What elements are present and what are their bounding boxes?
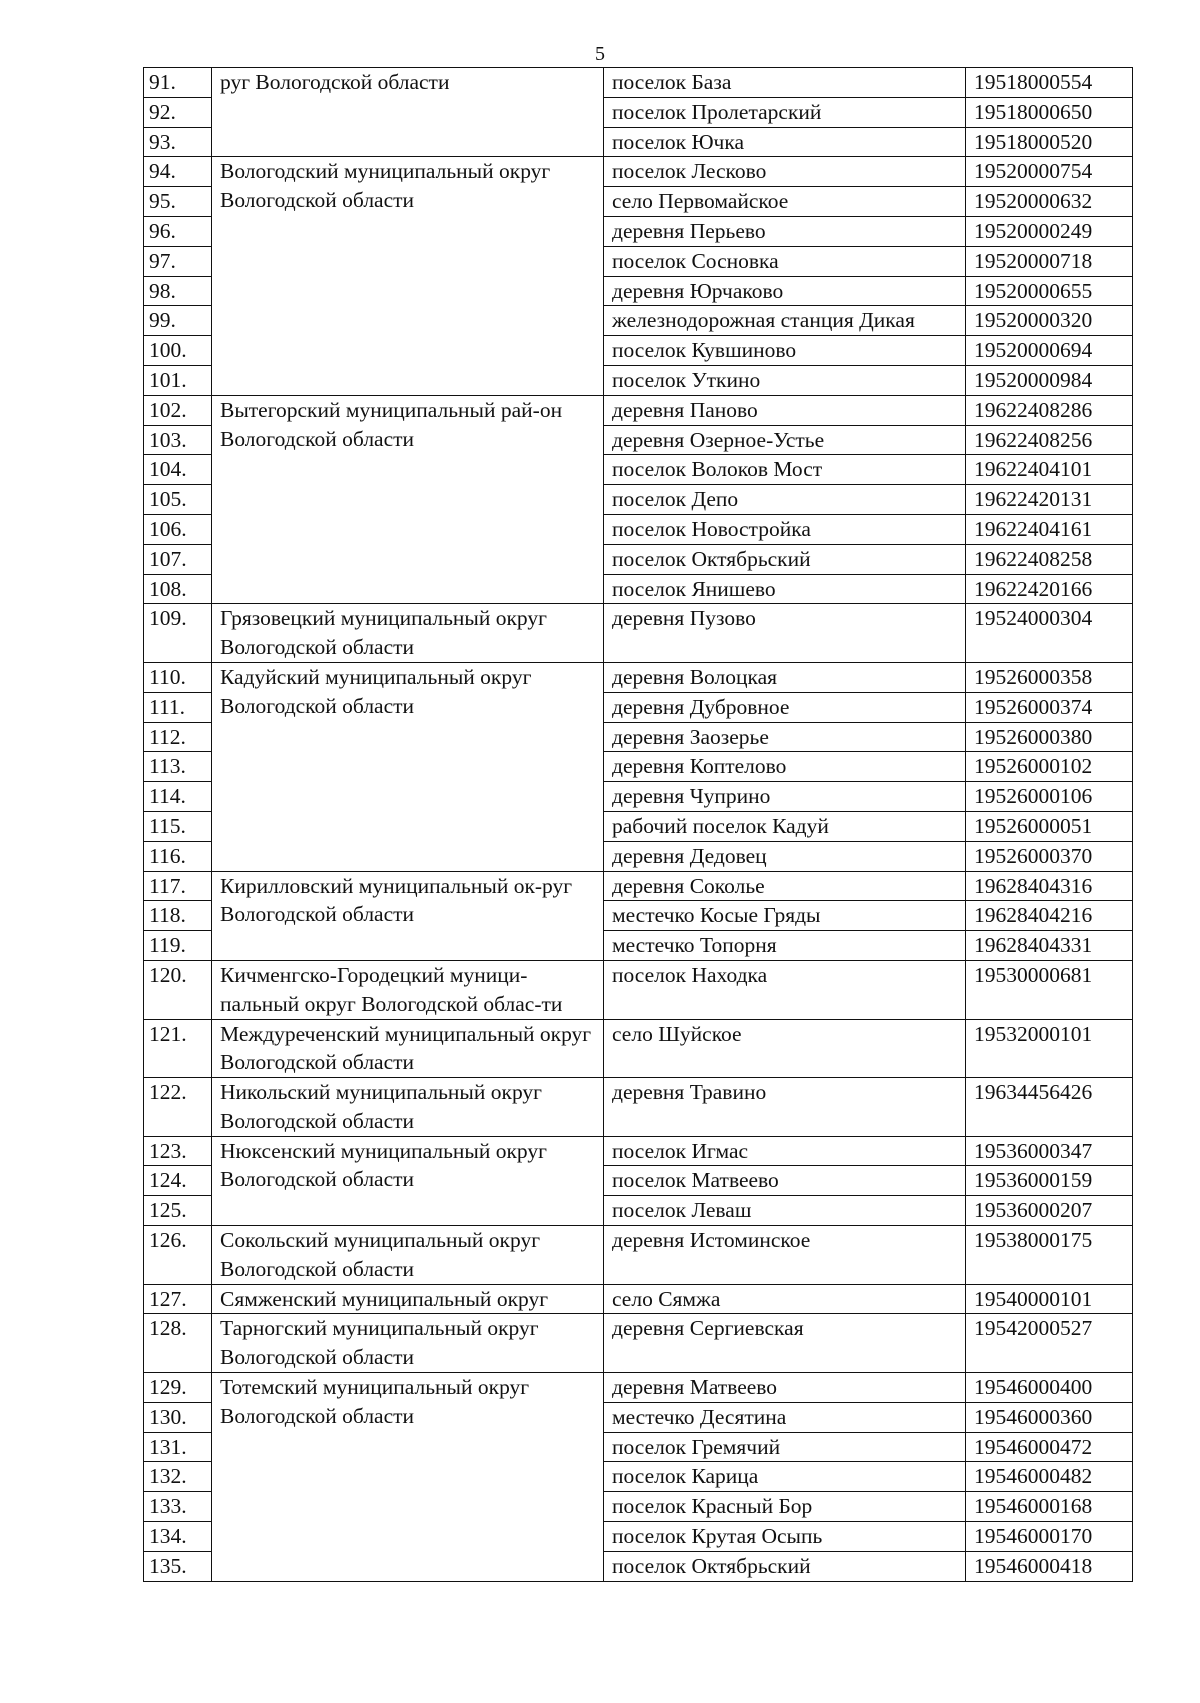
locality-name: деревня Заозерье: [604, 722, 966, 752]
page-number: 5: [595, 43, 605, 65]
district-name: Тарногский муниципальный округ Вологодской области: [212, 1314, 604, 1373]
locality-name: деревня Дубровное: [604, 692, 966, 722]
row-number: 108.: [144, 574, 212, 604]
district-name: Кирилловский муниципальный ок-руг Вологодской области: [212, 871, 604, 960]
oktmo-code: 19520000718: [966, 246, 1133, 276]
district-name: Вологодский муниципальный округ Вологодской области: [212, 157, 604, 395]
oktmo-code: 19518000520: [966, 127, 1133, 157]
district-name: Сокольский муниципальный округ Вологодской области: [212, 1226, 604, 1285]
oktmo-code: 19546000418: [966, 1551, 1133, 1581]
row-number: 131.: [144, 1432, 212, 1462]
locality-name: поселок Красный Бор: [604, 1492, 966, 1522]
locality-name: деревня Дедовец: [604, 841, 966, 871]
oktmo-code: 19546000482: [966, 1462, 1133, 1492]
locality-name: местечко Топорня: [604, 931, 966, 961]
table-row: [144, 662, 1133, 692]
locality-name: поселок Игмас: [604, 1136, 966, 1166]
row-number: 96.: [144, 216, 212, 246]
locality-name: рабочий поселок Кадуй: [604, 811, 966, 841]
oktmo-code: 19536000347: [966, 1136, 1133, 1166]
oktmo-code: 19530000681: [966, 960, 1133, 1019]
oktmo-code: 19546000360: [966, 1402, 1133, 1432]
locality-name: поселок Октябрьский: [604, 544, 966, 574]
locality-name: поселок Новостройка: [604, 514, 966, 544]
oktmo-code: 19524000304: [966, 604, 1133, 663]
oktmo-code: 19520000694: [966, 336, 1133, 366]
locality-name: деревня Юрчаково: [604, 276, 966, 306]
row-number: 122.: [144, 1078, 212, 1137]
oktmo-code: 19526000380: [966, 722, 1133, 752]
row-number: 113.: [144, 752, 212, 782]
row-number: 127.: [144, 1284, 212, 1314]
oktmo-code: 19546000472: [966, 1432, 1133, 1462]
row-number: 130.: [144, 1402, 212, 1432]
settlement-table: [143, 67, 1133, 1582]
row-number: 121.: [144, 1019, 212, 1078]
locality-name: деревня Травино: [604, 1078, 966, 1137]
row-number: 129.: [144, 1373, 212, 1403]
oktmo-code: 19532000101: [966, 1019, 1133, 1078]
oktmo-code: 19520000984: [966, 365, 1133, 395]
locality-name: железнодорожная станция Дикая: [604, 306, 966, 336]
district-name: Никольский муниципальный округ Вологодской области: [212, 1078, 604, 1137]
locality-name: деревня Сергиевская: [604, 1314, 966, 1373]
oktmo-code: 19538000175: [966, 1226, 1133, 1285]
row-number: 109.: [144, 604, 212, 663]
row-number: 93.: [144, 127, 212, 157]
district-name: Грязовецкий муниципальный округ Вологодской области: [212, 604, 604, 663]
row-number: 135.: [144, 1551, 212, 1581]
table-row: [144, 1019, 1133, 1078]
row-number: 126.: [144, 1226, 212, 1285]
row-number: 116.: [144, 841, 212, 871]
row-number: 104.: [144, 455, 212, 485]
row-number: 95.: [144, 187, 212, 217]
row-number: 112.: [144, 722, 212, 752]
row-number: 120.: [144, 960, 212, 1019]
row-number: 132.: [144, 1462, 212, 1492]
row-number: 118.: [144, 901, 212, 931]
oktmo-code: 19526000051: [966, 811, 1133, 841]
locality-name: поселок База: [604, 68, 966, 98]
oktmo-code: 19628404216: [966, 901, 1133, 931]
locality-name: поселок Карица: [604, 1462, 966, 1492]
table-row: [144, 395, 1133, 425]
row-number: 123.: [144, 1136, 212, 1166]
oktmo-code: 19520000655: [966, 276, 1133, 306]
oktmo-code: 19518000554: [966, 68, 1133, 98]
oktmo-code: 19622420131: [966, 485, 1133, 515]
row-number: 111.: [144, 692, 212, 722]
oktmo-code: 19526000374: [966, 692, 1133, 722]
oktmo-code: 19542000527: [966, 1314, 1133, 1373]
oktmo-code: 19628404331: [966, 931, 1133, 961]
row-number: 97.: [144, 246, 212, 276]
oktmo-code: 19520000754: [966, 157, 1133, 187]
row-number: 114.: [144, 782, 212, 812]
oktmo-code: 19540000101: [966, 1284, 1133, 1314]
oktmo-code: 19518000650: [966, 97, 1133, 127]
oktmo-code: 19622408256: [966, 425, 1133, 455]
locality-name: деревня Паново: [604, 395, 966, 425]
table-row: [144, 871, 1133, 901]
row-number: 91.: [144, 68, 212, 98]
locality-name: местечко Десятина: [604, 1402, 966, 1432]
row-number: 133.: [144, 1492, 212, 1522]
row-number: 94.: [144, 157, 212, 187]
table-row: [144, 960, 1133, 1019]
locality-name: местечко Косые Гряды: [604, 901, 966, 931]
locality-name: поселок Уткино: [604, 365, 966, 395]
locality-name: поселок Матвеево: [604, 1166, 966, 1196]
row-number: 92.: [144, 97, 212, 127]
row-number: 117.: [144, 871, 212, 901]
table-row: [144, 604, 1133, 663]
row-number: 119.: [144, 931, 212, 961]
row-number: 102.: [144, 395, 212, 425]
locality-name: поселок Находка: [604, 960, 966, 1019]
locality-name: деревня Матвеево: [604, 1373, 966, 1403]
row-number: 106.: [144, 514, 212, 544]
table-row: [144, 1226, 1133, 1285]
row-number: 100.: [144, 336, 212, 366]
oktmo-code: 19622408258: [966, 544, 1133, 574]
locality-name: поселок Пролетарский: [604, 97, 966, 127]
locality-name: поселок Октябрьский: [604, 1551, 966, 1581]
row-number: 115.: [144, 811, 212, 841]
district-name: Сямженский муниципальный округ: [212, 1284, 604, 1314]
table-row: [144, 68, 1133, 98]
locality-name: поселок Волоков Мост: [604, 455, 966, 485]
locality-name: деревня Перьево: [604, 216, 966, 246]
locality-name: деревня Истоминское: [604, 1226, 966, 1285]
oktmo-code: 19526000370: [966, 841, 1133, 871]
locality-name: деревня Чуприно: [604, 782, 966, 812]
oktmo-code: 19546000168: [966, 1492, 1133, 1522]
locality-name: поселок Янишево: [604, 574, 966, 604]
row-number: 134.: [144, 1522, 212, 1552]
oktmo-code: 19546000170: [966, 1522, 1133, 1552]
oktmo-code: 19520000249: [966, 216, 1133, 246]
table-row: [144, 157, 1133, 187]
locality-name: деревня Озерное-Устье: [604, 425, 966, 455]
oktmo-code: 19536000159: [966, 1166, 1133, 1196]
oktmo-code: 19526000106: [966, 782, 1133, 812]
oktmo-code: 19526000102: [966, 752, 1133, 782]
locality-name: деревня Волоцкая: [604, 662, 966, 692]
row-number: 101.: [144, 365, 212, 395]
oktmo-code: 19622404101: [966, 455, 1133, 485]
oktmo-code: 19520000320: [966, 306, 1133, 336]
oktmo-code: 19622408286: [966, 395, 1133, 425]
row-number: 107.: [144, 544, 212, 574]
locality-name: поселок Леваш: [604, 1196, 966, 1226]
locality-name: село Первомайское: [604, 187, 966, 217]
table-row: [144, 1136, 1133, 1166]
row-number: 98.: [144, 276, 212, 306]
locality-name: поселок Кувшиново: [604, 336, 966, 366]
locality-name: поселок Ючка: [604, 127, 966, 157]
locality-name: село Сямжа: [604, 1284, 966, 1314]
district-name: Нюксенский муниципальный округ Вологодской области: [212, 1136, 604, 1225]
oktmo-code: 19520000632: [966, 187, 1133, 217]
row-number: 124.: [144, 1166, 212, 1196]
district-name: Междуреченский муниципальный округ Вологодской области: [212, 1019, 604, 1078]
oktmo-code: 19622404161: [966, 514, 1133, 544]
locality-name: деревня Пузово: [604, 604, 966, 663]
locality-name: поселок Крутая Осыпь: [604, 1522, 966, 1552]
table-row: [144, 1373, 1133, 1403]
row-number: 99.: [144, 306, 212, 336]
locality-name: поселок Сосновка: [604, 246, 966, 276]
table-body: [144, 68, 1133, 1582]
district-name: Тотемский муниципальный округ Вологодской области: [212, 1373, 604, 1582]
table-row: [144, 1284, 1133, 1314]
table-row: [144, 1314, 1133, 1373]
table-row: [144, 1078, 1133, 1137]
oktmo-code: 19536000207: [966, 1196, 1133, 1226]
oktmo-code: 19526000358: [966, 662, 1133, 692]
district-name: Кадуйский муниципальный округ Вологодской области: [212, 662, 604, 871]
row-number: 105.: [144, 485, 212, 515]
row-number: 103.: [144, 425, 212, 455]
district-name: Вытегорский муниципальный рай-он Вологодской области: [212, 395, 604, 604]
oktmo-code: 19628404316: [966, 871, 1133, 901]
locality-name: поселок Лесково: [604, 157, 966, 187]
oktmo-code: 19622420166: [966, 574, 1133, 604]
district-name: руг Вологодской области: [212, 68, 604, 157]
oktmo-code: 19546000400: [966, 1373, 1133, 1403]
locality-name: деревня Коптелово: [604, 752, 966, 782]
district-name: Кичменгско-Городецкий муници-пальный округ Вологодской облас-ти: [212, 960, 604, 1019]
locality-name: деревня Сокольe: [604, 871, 966, 901]
locality-name: поселок Депо: [604, 485, 966, 515]
oktmo-code: 19634456426: [966, 1078, 1133, 1137]
row-number: 128.: [144, 1314, 212, 1373]
locality-name: поселок Гремячий: [604, 1432, 966, 1462]
locality-name: село Шуйское: [604, 1019, 966, 1078]
row-number: 125.: [144, 1196, 212, 1226]
row-number: 110.: [144, 662, 212, 692]
